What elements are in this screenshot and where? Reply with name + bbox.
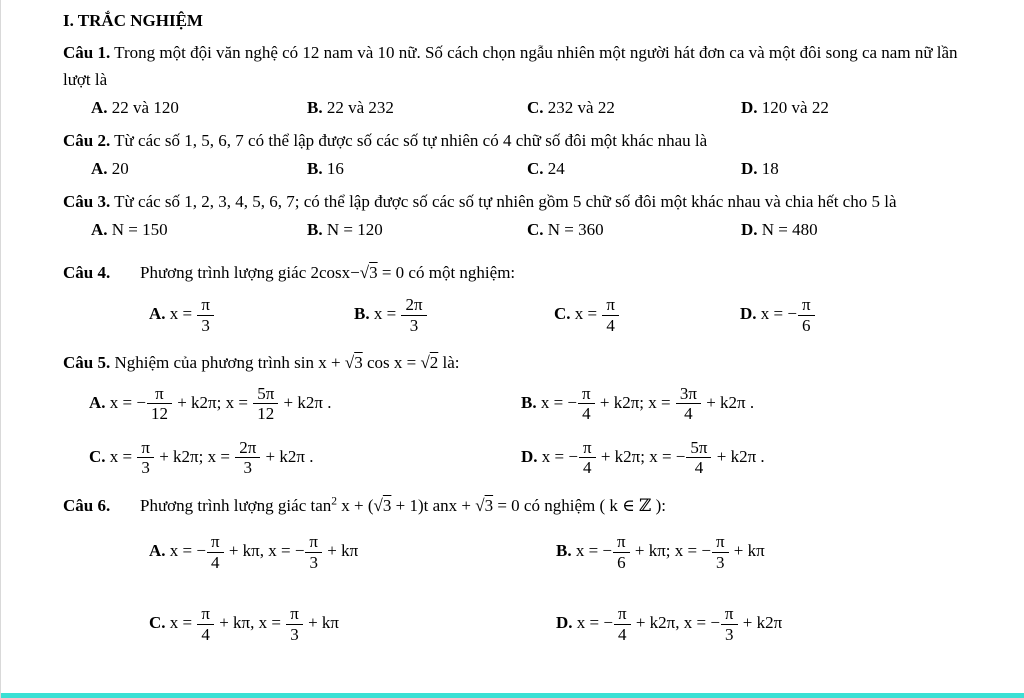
option-label: D.	[741, 98, 758, 118]
option-d	[741, 215, 986, 245]
option-text: N = 150	[107, 220, 168, 240]
option-text: 120 và 22	[757, 98, 829, 118]
question-statement: Nghiệm của phương trình sin x + √3 cos x = √2 là:	[110, 353, 460, 373]
question-label: Câu 6.	[63, 495, 111, 515]
option-label: B.	[521, 392, 537, 412]
question-6	[63, 493, 986, 645]
option-b	[307, 215, 527, 245]
option-text: 18	[757, 159, 779, 179]
option-text: 22 và 232	[322, 98, 394, 118]
square-root: √2	[420, 353, 439, 373]
option-label: B.	[354, 304, 370, 324]
option-text: 20	[107, 159, 129, 179]
question-statement: Từ các số 1, 2, 3, 4, 5, 6, 7; có thể lập được số các số tự nhiên gồm 5 chữ số đôi một khác nhau và chia hết cho 5 là	[110, 191, 897, 211]
option-text: x = $\frac{\pi}{4}$ + kπ, x = $\frac{\pi}{3}$ + kπ	[165, 604, 339, 644]
option-text: x = $\frac{2\pi}{3}$	[370, 304, 428, 323]
option-b	[307, 93, 527, 123]
fraction: $\frac{\pi}{4}$	[613, 604, 632, 644]
option-label: A.	[149, 541, 166, 561]
option-d	[521, 438, 986, 478]
option-label: C.	[527, 98, 544, 118]
option-d	[741, 93, 986, 123]
fraction: $\frac{\pi}{6}$	[612, 532, 631, 572]
fraction: $\frac{\pi}{4}$	[601, 295, 620, 335]
option-label: D.	[741, 220, 758, 240]
option-a	[91, 93, 307, 123]
question-text	[63, 350, 986, 376]
option-text: N = 120	[322, 220, 383, 240]
options-row	[91, 93, 986, 123]
option-c	[527, 93, 741, 123]
option-text: 22 và 120	[107, 98, 179, 118]
option-b	[307, 154, 527, 184]
option-c	[89, 438, 521, 478]
option-text: x = − $\frac{\pi}{4}$ + k2π, x = − $\frac{\pi}{3}$ + k2π	[572, 604, 783, 644]
fraction: $\frac{\pi}{4}$	[196, 604, 215, 644]
question-text	[63, 493, 986, 519]
question-text	[63, 189, 986, 215]
option-label: B.	[307, 98, 323, 118]
fraction: $\frac{\pi}{4}$	[577, 384, 596, 424]
option-c	[527, 215, 741, 245]
fraction: $\frac{\pi}{4}$	[206, 532, 225, 572]
options-row	[91, 215, 986, 245]
question-1	[63, 40, 986, 122]
question-2	[63, 128, 986, 184]
option-label: A.	[91, 220, 108, 240]
square-root: √3	[373, 495, 392, 515]
option-text: 232 và 22	[543, 98, 615, 118]
option-text: x = − $\frac{\pi}{6}$ + kπ; x = − $\frac{\pi}{3}$ + kπ	[571, 532, 765, 572]
option-c	[527, 154, 741, 184]
option-text: x = $\frac{\pi}{3}$ + k2π; x = $\frac{2\pi}{3}$ + k2π .	[105, 437, 314, 478]
fraction: $\frac{2\pi}{3}$	[400, 295, 427, 335]
test-document	[1, 0, 1024, 644]
fraction: $\frac{\pi}{6}$	[797, 295, 816, 335]
fraction: $\frac{\pi}{3}$	[304, 532, 323, 572]
question-label: Câu 1.	[63, 43, 111, 63]
question-5	[63, 350, 986, 478]
option-a	[89, 384, 521, 424]
question-4	[63, 260, 986, 335]
option-c	[149, 604, 556, 644]
option-text: N = 480	[757, 220, 818, 240]
question-3	[63, 189, 986, 245]
option-label: C.	[527, 220, 544, 240]
option-text: x = $\frac{\pi}{3}$	[166, 304, 215, 323]
section-title: I. TRẮC NGHIỆM	[63, 11, 203, 30]
question-statement: Trong một đội văn nghệ có 12 nam và 10 nữ. Số cách chọn ngẫu nhiên một người hát đơn ca và một đôi song ca nam nữ lần lượt là	[63, 43, 958, 89]
option-label: B.	[307, 220, 323, 240]
option-label: B.	[556, 541, 572, 561]
fraction: $\frac{2\pi}{3}$	[234, 438, 261, 478]
option-d	[556, 604, 986, 644]
fraction: $\frac{5\pi}{4}$	[685, 438, 712, 478]
option-d	[740, 295, 986, 335]
fraction: $\frac{\pi}{3}$	[136, 438, 155, 478]
option-text: 16	[322, 159, 344, 179]
question-text	[63, 128, 986, 154]
square-root: √3	[475, 495, 494, 515]
option-label: D.	[556, 613, 573, 633]
question-statement: Phương trình lượng giác $\tan^2 x + (√3 + 1)t$ anx + √3 = 0 có nghiệm ( k ∈ ℤ ):	[110, 494, 667, 515]
option-label: A.	[91, 98, 108, 118]
option-label: D.	[740, 304, 757, 324]
square-root: √3	[344, 353, 363, 373]
fraction: $\frac{\pi}{3}$	[196, 295, 215, 335]
options-row	[149, 532, 986, 644]
fraction: $\frac{\pi}{3}$	[285, 604, 304, 644]
fraction: $\frac{\pi}{4}$	[578, 438, 597, 478]
question-label: Câu 4.	[63, 262, 111, 282]
option-text: N = 360	[543, 220, 604, 240]
option-b	[556, 532, 986, 572]
question-label: Câu 5.	[63, 353, 111, 373]
options-row	[149, 295, 986, 335]
option-a	[91, 215, 307, 245]
bottom-accent-bar	[1, 693, 1024, 698]
option-label: A.	[91, 159, 108, 179]
option-label: C.	[554, 304, 571, 324]
option-a	[91, 154, 307, 184]
option-label: C.	[527, 159, 544, 179]
option-label: D.	[741, 159, 758, 179]
option-text: x = − $\frac{\pi}{12}$ + k2π; x = $\frac{5\pi}{12}$ + k2π .	[105, 383, 332, 424]
option-c	[554, 295, 740, 335]
square-root: √3	[359, 262, 378, 282]
option-a	[149, 532, 556, 572]
question-statement: Từ các số 1, 5, 6, 7 có thể lập được số các số tự nhiên có 4 chữ số đôi một khác nhau là	[110, 130, 708, 150]
option-text: x = − $\frac{\pi}{6}$	[757, 304, 816, 323]
fraction: $\frac{\pi}{3}$	[711, 532, 730, 572]
question-text	[63, 40, 986, 93]
question-list	[63, 40, 986, 644]
question-text	[63, 260, 986, 286]
option-d	[741, 154, 986, 184]
option-label: C.	[89, 446, 106, 466]
option-b	[354, 295, 554, 335]
option-b	[521, 384, 986, 424]
fraction: $\frac{5\pi}{12}$	[252, 384, 279, 424]
question-label: Câu 2.	[63, 130, 111, 150]
option-label: A.	[149, 304, 166, 324]
fraction: $\frac{\pi}{3}$	[720, 604, 739, 644]
option-text: x = − $\frac{\pi}{4}$ + kπ, x = − $\frac{\pi}{3}$ + kπ	[165, 532, 359, 572]
fraction: $\frac{\pi}{12}$	[146, 384, 173, 424]
question-statement: Phương trình lượng giác 2cosx−√3 = 0 có một nghiệm:	[110, 262, 516, 282]
question-label: Câu 3.	[63, 191, 111, 211]
option-text: x = − $\frac{\pi}{4}$ + k2π; x = $\frac{3\pi}{4}$ + k2π .	[536, 383, 755, 424]
option-label: A.	[89, 392, 106, 412]
option-label: D.	[521, 446, 538, 466]
option-label: C.	[149, 613, 166, 633]
option-text: x = $\frac{\pi}{4}$	[571, 304, 620, 323]
fraction: $\frac{3\pi}{4}$	[675, 384, 702, 424]
option-label: B.	[307, 159, 323, 179]
options-row	[91, 154, 986, 184]
option-text: 24	[543, 159, 565, 179]
option-a	[149, 295, 354, 335]
option-text: x = − $\frac{\pi}{4}$ + k2π; x = − $\frac{5\pi}{4}$ + k2π .	[537, 437, 765, 478]
options-row	[89, 384, 986, 478]
